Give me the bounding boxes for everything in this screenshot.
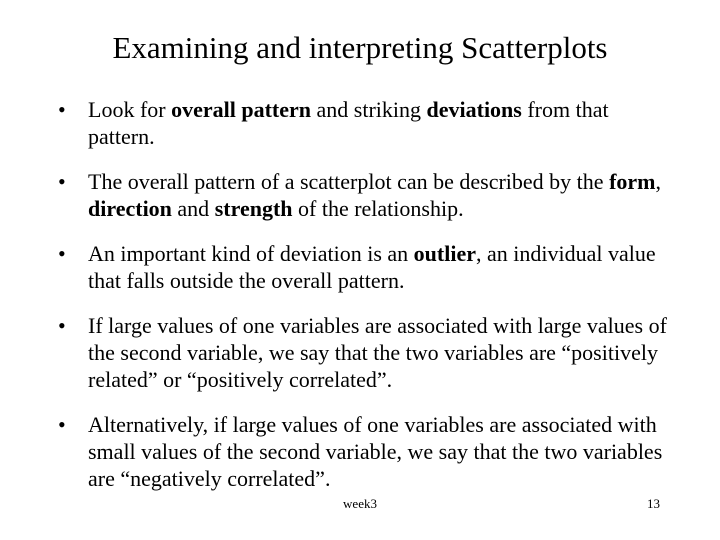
- bullet-text: [88, 169, 661, 221]
- bullet-item: [57, 168, 667, 222]
- bullet-segment: If large values of one variables are associated with large values of the second variable, we say that the two variables are “positively related” or “positively correlated”.: [88, 313, 667, 392]
- bullet-item: [57, 312, 667, 393]
- bullet-dot-icon: •: [58, 97, 66, 122]
- bullet-text: [88, 412, 662, 491]
- bullet-segment-bold: form: [609, 169, 656, 194]
- bullet-segment-bold: strength: [214, 196, 293, 221]
- page-number: 13: [647, 496, 660, 511]
- bullet-dot-icon: •: [58, 241, 66, 266]
- bullet-item: [57, 240, 667, 294]
- bullet-segment-bold: outlier: [413, 241, 476, 266]
- bullet-dot-icon: •: [58, 412, 66, 437]
- bullet-segment-bold: overall pattern: [171, 97, 311, 122]
- slide-title: Examining and interpreting Scatterplots: [112, 30, 608, 65]
- bullet-segment: Look for: [88, 97, 172, 122]
- bullet-segment: ,: [655, 169, 661, 194]
- bullet-segment: The overall pattern of a scatterplot can be described by the: [88, 169, 610, 194]
- bullet-segment: and: [171, 196, 215, 221]
- bullet-segment: from that pattern.: [88, 97, 609, 149]
- bullet-item: [57, 411, 667, 492]
- bullet-segment-bold: deviations: [426, 97, 522, 122]
- footer-label: week3: [343, 496, 377, 511]
- bullet-list: [57, 96, 667, 510]
- bullet-text: [88, 97, 609, 149]
- bullet-segment: of the relationship.: [292, 196, 464, 221]
- bullet-segment: Alternatively, if large values of one variables are associated with small values of the second variable, we say that the two variables are “negatively correlated”.: [88, 412, 663, 491]
- bullet-segment-bold: direction: [88, 196, 172, 221]
- bullet-dot-icon: •: [58, 169, 66, 194]
- bullet-segment: , an individual value that falls outside the overall pattern.: [88, 241, 656, 293]
- bullet-segment: An important kind of deviation is an: [88, 241, 414, 266]
- bullet-item: [57, 96, 667, 150]
- bullet-dot-icon: •: [58, 313, 66, 338]
- bullet-segment: and striking: [311, 97, 427, 122]
- bullet-text: [88, 313, 667, 392]
- bullet-text: [88, 241, 656, 293]
